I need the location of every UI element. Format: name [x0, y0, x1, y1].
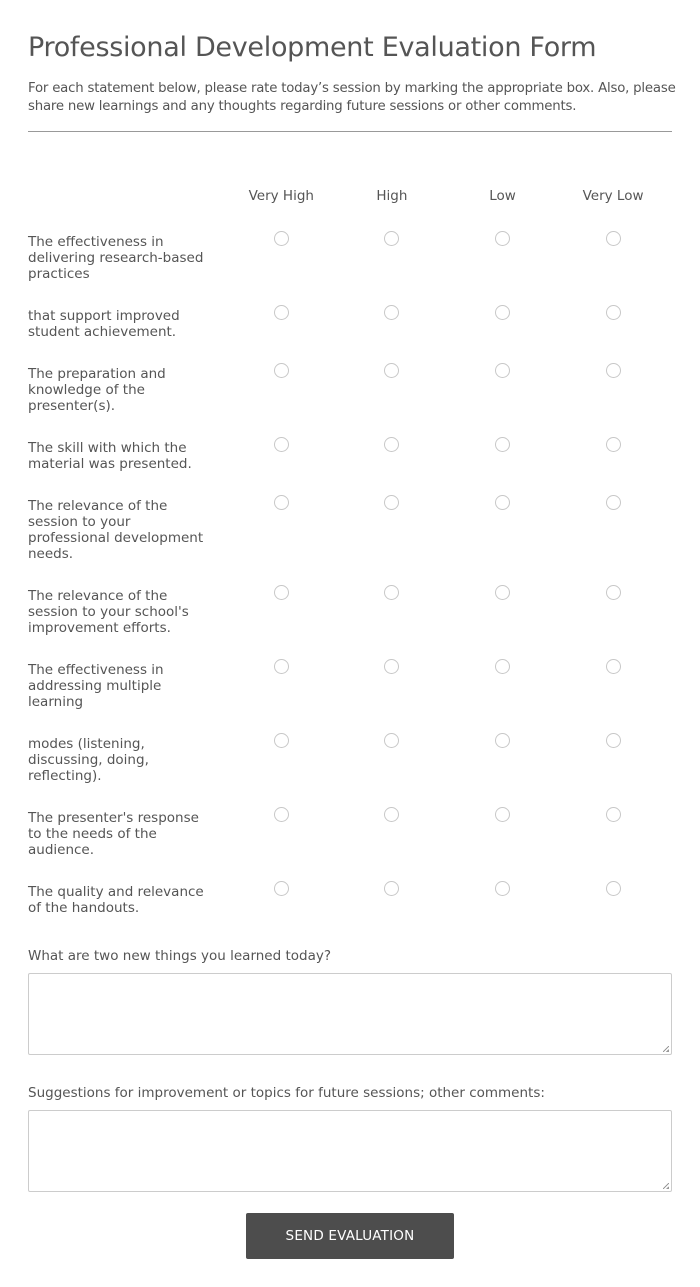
rating-radio-very-high[interactable]	[274, 733, 289, 748]
statement-label: The effectiveness in addressing multiple learning	[28, 662, 164, 710]
rating-radio-high[interactable]	[384, 231, 399, 246]
rating-row	[28, 308, 672, 366]
rating-radio-high[interactable]	[384, 807, 399, 822]
rating-radio-low[interactable]	[495, 659, 510, 674]
rating-radio-very-low[interactable]	[606, 881, 621, 896]
rating-radio-low[interactable]	[495, 807, 510, 822]
send-evaluation-button[interactable]: SEND EVALUATION	[246, 1213, 454, 1259]
rating-radio-very-low[interactable]	[606, 585, 621, 600]
rating-radio-very-low[interactable]	[606, 807, 621, 822]
question2-textarea[interactable]	[28, 1110, 672, 1192]
rating-radio-very-high[interactable]	[274, 305, 289, 320]
rating-radio-high[interactable]	[384, 305, 399, 320]
rating-radio-very-high[interactable]	[274, 807, 289, 822]
statement-label: The presenter's response to the needs of the audience.	[28, 810, 199, 858]
rating-radio-high[interactable]	[384, 585, 399, 600]
question2-label: Suggestions for improvement or topics for future sessions; other comments:	[28, 1085, 545, 1101]
rating-radio-low[interactable]	[495, 881, 510, 896]
statement-label: The relevance of the session to your professional development needs.	[28, 498, 204, 562]
rating-radio-low[interactable]	[495, 495, 510, 510]
scale-high: High	[376, 188, 408, 204]
statement-label: The quality and relevance of the handouts.	[28, 884, 204, 916]
rating-row	[28, 588, 672, 662]
rating-radio-high[interactable]	[384, 437, 399, 452]
rating-row	[28, 498, 672, 588]
scale-very-high: Very High	[248, 188, 314, 204]
statement-label: The relevance of the session to your school's improvement efforts.	[28, 588, 189, 636]
rating-header-row	[28, 188, 672, 234]
rating-row	[28, 884, 672, 942]
scale-very-low: Very Low	[582, 188, 644, 204]
statement-label: modes (listening, discussing, doing, reflecting).	[28, 736, 149, 784]
rating-matrix	[28, 188, 672, 942]
rating-radio-very-low[interactable]	[606, 231, 621, 246]
question1-label: What are two new things you learned today?	[28, 948, 332, 964]
rating-radio-low[interactable]	[495, 363, 510, 378]
form-title: Professional Development Evaluation Form	[28, 32, 597, 63]
rating-radio-high[interactable]	[384, 495, 399, 510]
scale-low: Low	[489, 188, 516, 204]
rating-radio-very-high[interactable]	[274, 437, 289, 452]
form-description: For each statement below, please rate today’s session by marking the appropriate box. Also, please share new learnings and any thoughts regarding future sessions or other comments.	[28, 81, 676, 114]
statement-label: The effectiveness in delivering research-based practices	[28, 234, 204, 282]
rating-radio-low[interactable]	[495, 733, 510, 748]
divider	[28, 131, 672, 132]
rating-radio-low[interactable]	[495, 585, 510, 600]
statement-label: The skill with which the material was presented.	[28, 440, 192, 472]
rating-radio-very-high[interactable]	[274, 231, 289, 246]
rating-row	[28, 366, 672, 440]
rating-radio-very-low[interactable]	[606, 495, 621, 510]
rating-radio-low[interactable]	[495, 437, 510, 452]
rating-row	[28, 662, 672, 736]
rating-radio-high[interactable]	[384, 363, 399, 378]
rating-radio-high[interactable]	[384, 733, 399, 748]
rating-radio-high[interactable]	[384, 881, 399, 896]
statement-label: The preparation and knowledge of the presenter(s).	[28, 366, 166, 414]
rating-radio-very-high[interactable]	[274, 659, 289, 674]
rating-radio-low[interactable]	[495, 305, 510, 320]
rating-radio-very-low[interactable]	[606, 733, 621, 748]
rating-row	[28, 234, 672, 308]
rating-radio-very-high[interactable]	[274, 495, 289, 510]
rating-radio-very-low[interactable]	[606, 659, 621, 674]
rating-radio-very-high[interactable]	[274, 881, 289, 896]
rating-radio-very-low[interactable]	[606, 305, 621, 320]
rating-radio-very-low[interactable]	[606, 363, 621, 378]
rating-radio-very-low[interactable]	[606, 437, 621, 452]
question1-textarea[interactable]	[28, 973, 672, 1055]
rating-radio-very-high[interactable]	[274, 585, 289, 600]
rating-radio-high[interactable]	[384, 659, 399, 674]
rating-radio-low[interactable]	[495, 231, 510, 246]
rating-row	[28, 440, 672, 498]
rating-radio-very-high[interactable]	[274, 363, 289, 378]
rating-row	[28, 810, 672, 884]
rating-row	[28, 736, 672, 810]
statement-label: that support improved student achievement.	[28, 308, 180, 340]
